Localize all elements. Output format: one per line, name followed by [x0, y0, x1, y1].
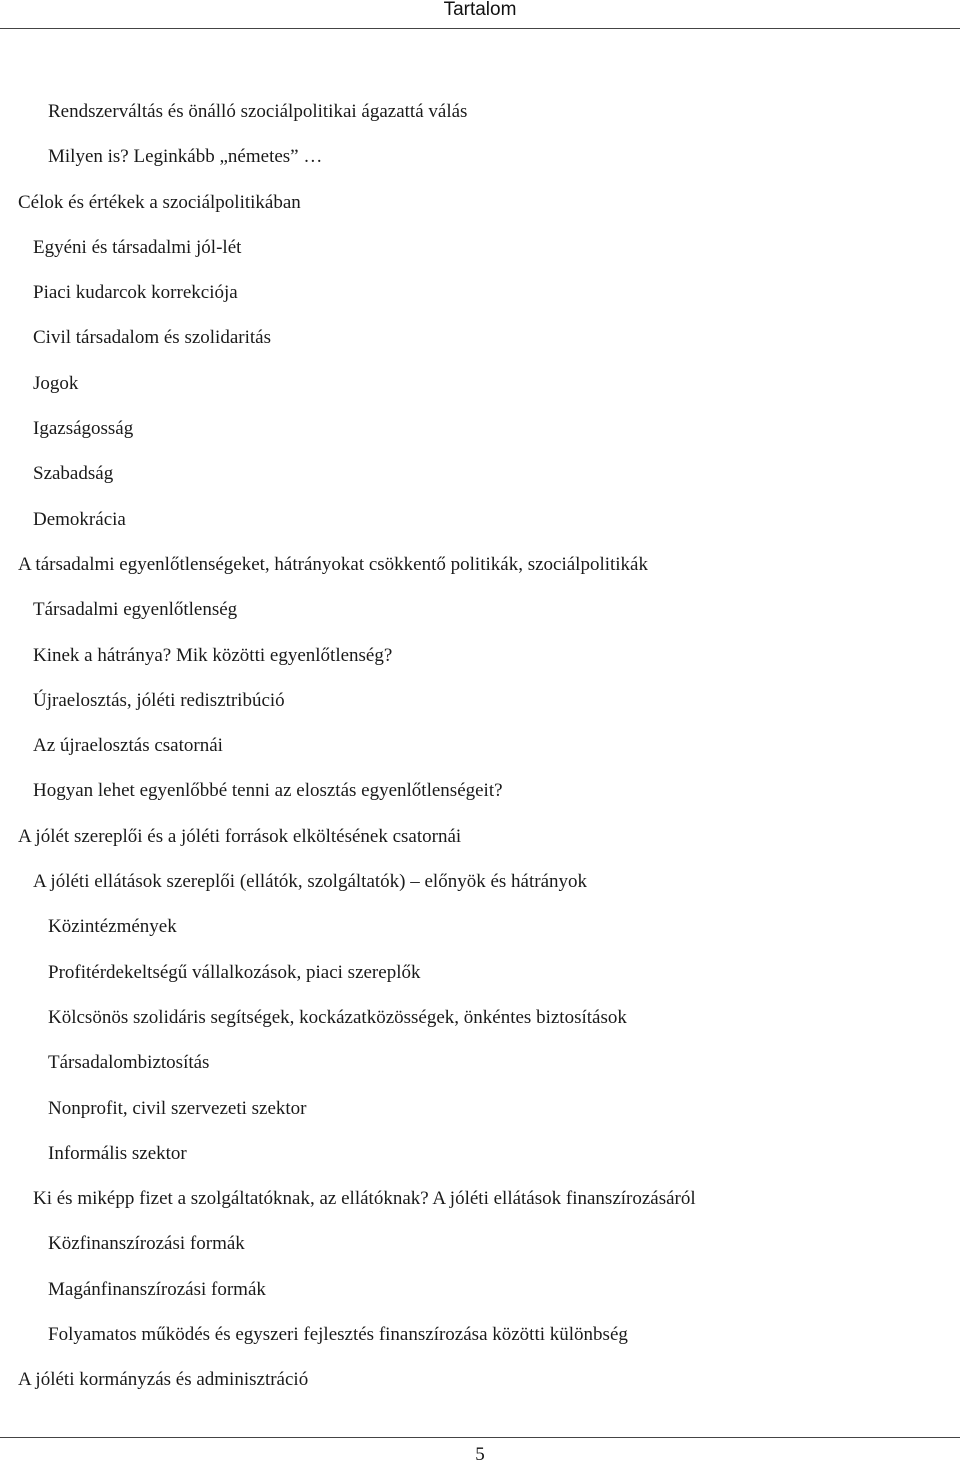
toc-entry[interactable]: Szabadság: [33, 463, 114, 485]
toc-entry[interactable]: Igazságosság: [33, 418, 134, 440]
toc-entry[interactable]: Demokrácia: [33, 508, 126, 530]
toc-entry[interactable]: Társadalombiztosítás: [48, 1052, 210, 1074]
toc-entry[interactable]: Újraelosztás, jóléti redisztribúció: [33, 689, 285, 711]
toc-entry[interactable]: Az újraelosztás csatornái: [33, 735, 223, 757]
page-title: Tartalom: [443, 0, 517, 20]
toc-entry[interactable]: A jóléti ellátások szereplői (ellátók, szolgáltatók) – előnyök és hátrányok: [33, 871, 588, 893]
toc-entry[interactable]: Profitérdekeltségű vállalkozások, piaci szereplők: [48, 961, 421, 983]
toc-entry[interactable]: A jólét szereplői és a jóléti források elköltésének csatornái: [18, 825, 462, 847]
toc-entry[interactable]: Rendszerváltás és önálló szociálpolitikai ágazattá válás: [48, 101, 468, 122]
toc-entry[interactable]: Kölcsönös szolidáris segítségek, kockázatközösségek, önkéntes biztosítások: [48, 1006, 627, 1028]
toc-entry[interactable]: Magánfinanszírozási formák: [48, 1278, 266, 1300]
toc-entry[interactable]: Egyéni és társadalmi jól-lét: [33, 236, 242, 258]
toc-entry[interactable]: Milyen is? Leginkább „németes” …: [48, 146, 323, 168]
toc-entry[interactable]: Közintézmények: [48, 916, 177, 938]
page-footer: [0, 1437, 960, 1465]
toc-entry[interactable]: A jóléti kormányzás és adminisztráció: [18, 1369, 309, 1391]
toc-entry[interactable]: Jogok: [33, 372, 79, 394]
toc-entry[interactable]: Közfinanszírozási formák: [48, 1233, 245, 1255]
toc-entry[interactable]: A társadalmi egyenlőtlenségeket, hátrányokat csökkentő politikák, szociálpolitikák: [18, 553, 648, 575]
toc-entry[interactable]: Piaci kudarcok korrekciója: [33, 282, 238, 304]
page-number: 5: [475, 1444, 485, 1465]
toc-entry[interactable]: Ki és miképp fizet a szolgáltatóknak, az ellátóknak? A jóléti ellátások finanszírozásáról: [33, 1188, 696, 1210]
table-of-contents: [0, 93, 960, 1407]
toc-entry[interactable]: Folyamatos működés és egyszeri fejlesztés finanszírozása közötti különbség: [48, 1324, 628, 1346]
page-header: [0, 0, 960, 29]
toc-entry[interactable]: Társadalmi egyenlőtlenség: [33, 599, 238, 621]
toc-entry[interactable]: Kinek a hátránya? Mik közötti egyenlőtlenség?: [33, 644, 393, 666]
toc-entry[interactable]: Célok és értékek a szociálpolitikában: [18, 191, 301, 213]
toc-entry[interactable]: Nonprofit, civil szervezeti szektor: [48, 1097, 307, 1119]
toc-entry[interactable]: Informális szektor: [48, 1142, 187, 1164]
toc-entry[interactable]: Civil társadalom és szolidaritás: [33, 327, 271, 349]
toc-entry[interactable]: Hogyan lehet egyenlőbbé tenni az elosztás egyenlőtlenségeit?: [33, 780, 503, 802]
